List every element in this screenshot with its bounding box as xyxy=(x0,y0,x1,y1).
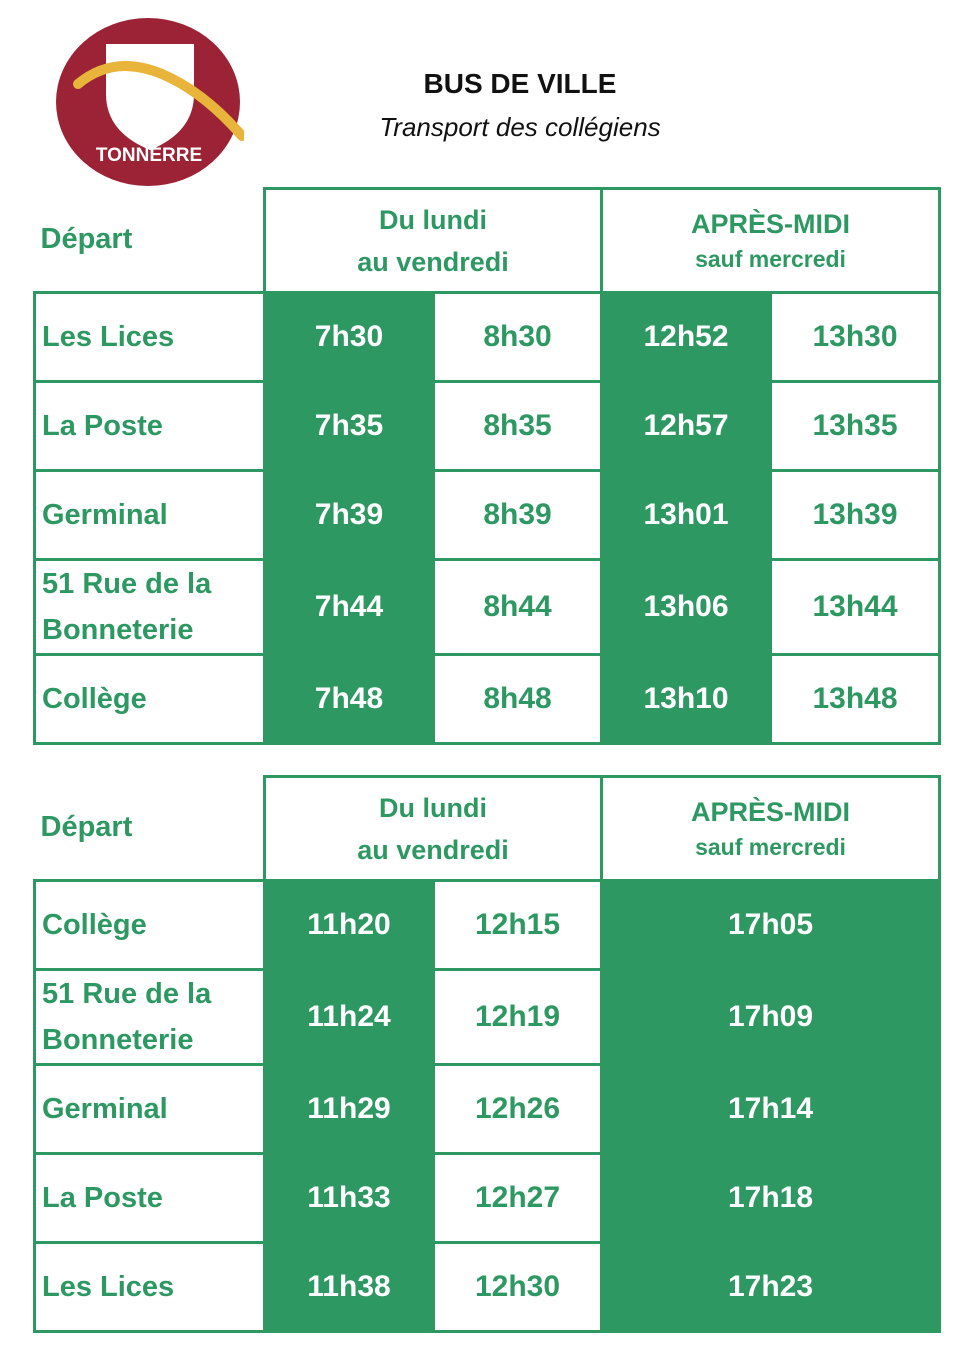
time-cell: 17h14 xyxy=(602,1065,940,1154)
afternoon-header: APRÈS-MIDI sauf mercredi xyxy=(602,777,940,881)
svg-text:TONNERRE: TONNERRE xyxy=(95,145,203,166)
time-cell: 12h15 xyxy=(434,881,602,970)
time-cell: 13h39 xyxy=(771,471,940,560)
table-row xyxy=(35,1154,940,1243)
time-cell: 11h29 xyxy=(265,1065,434,1154)
table-row xyxy=(35,655,940,744)
time-cell: 17h09 xyxy=(602,970,940,1065)
stop-name: Germinal xyxy=(35,471,265,560)
table-row xyxy=(35,382,940,471)
time-cell: 12h52 xyxy=(602,293,771,382)
time-cell: 13h44 xyxy=(771,560,940,655)
stop-name: Germinal xyxy=(35,1065,265,1154)
time-cell: 17h18 xyxy=(602,1154,940,1243)
time-cell: 12h57 xyxy=(602,382,771,471)
weekday-header: Du lundi au vendredi xyxy=(265,777,602,881)
stop-name: 51 Rue de la Bonneterie xyxy=(35,560,265,655)
time-cell: 13h48 xyxy=(771,655,940,744)
table-row xyxy=(35,1243,940,1332)
time-cell: 8h48 xyxy=(434,655,602,744)
depart-header: Départ xyxy=(35,189,265,293)
time-cell: 7h44 xyxy=(265,560,434,655)
schedule-table-return xyxy=(33,775,941,1333)
time-cell: 8h35 xyxy=(434,382,602,471)
table-row xyxy=(35,970,940,1065)
time-cell: 7h30 xyxy=(265,293,434,382)
time-cell: 7h48 xyxy=(265,655,434,744)
time-cell: 8h44 xyxy=(434,560,602,655)
table-row xyxy=(35,1065,940,1154)
time-cell: 12h19 xyxy=(434,970,602,1065)
stop-name: Collège xyxy=(35,881,265,970)
table-row xyxy=(35,471,940,560)
time-cell: 11h38 xyxy=(265,1243,434,1332)
time-cell: 8h30 xyxy=(434,293,602,382)
time-cell: 17h23 xyxy=(602,1243,940,1332)
time-cell: 13h01 xyxy=(602,471,771,560)
time-cell: 13h35 xyxy=(771,382,940,471)
stop-name: Collège xyxy=(35,655,265,744)
time-cell: 11h33 xyxy=(265,1154,434,1243)
time-cell: 11h20 xyxy=(265,881,434,970)
time-cell: 8h39 xyxy=(434,471,602,560)
time-cell: 12h30 xyxy=(434,1243,602,1332)
table-row xyxy=(35,560,940,655)
tonnerre-logo xyxy=(54,14,244,186)
stop-name: La Poste xyxy=(35,382,265,471)
table-row xyxy=(35,881,940,970)
page-title: BUS DE VILLE xyxy=(423,68,617,99)
time-cell: 13h06 xyxy=(602,560,771,655)
stop-name: 51 Rue de la Bonneterie xyxy=(35,970,265,1065)
time-cell: 11h24 xyxy=(265,970,434,1065)
weekday-header: Du lundi au vendredi xyxy=(265,189,602,293)
page-subtitle: Transport des collégiens xyxy=(379,112,661,142)
depart-header: Départ xyxy=(35,777,265,881)
stop-name: Les Lices xyxy=(35,1243,265,1332)
time-cell: 13h30 xyxy=(771,293,940,382)
schedule-table-morning xyxy=(33,187,941,745)
time-cell: 7h39 xyxy=(265,471,434,560)
stop-name: La Poste xyxy=(35,1154,265,1243)
time-cell: 13h10 xyxy=(602,655,771,744)
time-cell: 12h26 xyxy=(434,1065,602,1154)
time-cell: 12h27 xyxy=(434,1154,602,1243)
time-cell: 17h05 xyxy=(602,881,940,970)
table-row xyxy=(35,293,940,382)
stop-name: Les Lices xyxy=(35,293,265,382)
afternoon-header: APRÈS-MIDI sauf mercredi xyxy=(602,189,940,293)
time-cell: 7h35 xyxy=(265,382,434,471)
